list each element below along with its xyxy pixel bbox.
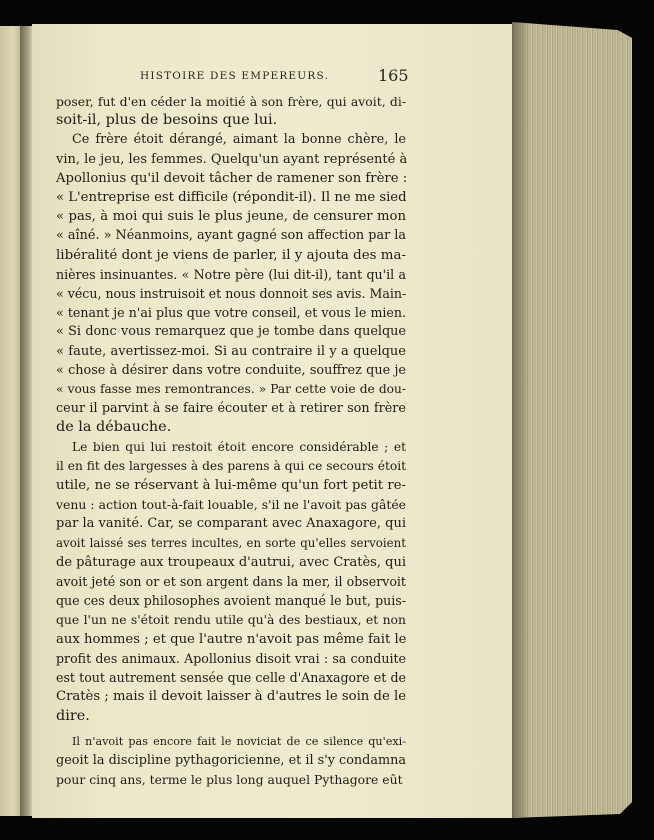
- text-line: profit des animaux. Apollonius disoit vrai : sa conduite: [56, 650, 406, 666]
- text-line: par la vanité. Car, se comparant avec Anaxagore, qui: [56, 516, 406, 532]
- text-line: Le bien qui lui restoit étoit encore considérable ; et: [72, 439, 406, 454]
- text-line: « tenant je n'ai plus que votre conseil, et vous le mien.: [56, 305, 406, 321]
- text-line: geoit la discipline pythagoricienne, et il s'y condamna: [56, 752, 406, 768]
- text-line: utile, ne se réservant à lui-même qu'un fort petit re-: [56, 478, 406, 494]
- paragraph: [56, 732, 406, 790]
- text-line: avoit laissé ses terres incultes, en sorte qu'elles servoient: [56, 535, 406, 550]
- text-line: « L'entreprise est difficile (répondit-il). Il ne me sied: [56, 190, 407, 206]
- text-line: « aîné. » Néanmoins, ayant gagné son affection par la: [56, 228, 406, 244]
- text-line: libéralité dont je viens de parler, il y ajouta des ma-: [56, 247, 406, 263]
- page-number: 165: [378, 66, 409, 85]
- text-line: avoit jeté son or et son argent dans la mer, il observoit: [56, 574, 406, 590]
- page-edge-shadow: [512, 22, 530, 818]
- page-block-edges: [512, 22, 632, 818]
- text-line: soit-il, plus de besoins que lui.: [56, 112, 278, 129]
- text-line: Cratès ; mais il devoit laisser à d'autres le soin de le: [56, 689, 406, 705]
- text-line: il en fit des largesses à des parens à qui ce secours étoit: [56, 458, 406, 473]
- text-line: Ce frère étoit dérangé, aimant la bonne chère, le: [72, 132, 406, 148]
- text-line: pour cinq ans, terme le plus long auquel Pythagore eût: [56, 772, 403, 788]
- text-line: ceur il parvint à se faire écouter et à retirer son frère: [56, 401, 406, 417]
- paragraph: [56, 92, 406, 130]
- text-line: Il n'avoit pas encore fait le noviciat de ce silence qu'exi-: [72, 734, 406, 748]
- text-line: de la débauche.: [56, 419, 172, 436]
- text-line: nières insinuantes. « Notre père (lui dit-il), tant qu'il a: [56, 266, 406, 282]
- running-title: HISTOIRE DES EMPEREURS.: [140, 70, 330, 82]
- paragraph: [56, 438, 406, 726]
- text-line: que l'un ne s'étoit rendu utile qu'à des bestiaux, et non: [56, 612, 406, 628]
- text-line: aux hommes ; et que l'autre n'avoit pas même fait le: [56, 631, 407, 647]
- text-line: vin, le jeu, les femmes. Quelqu'un ayant représenté à: [56, 151, 408, 167]
- text-line: dire.: [56, 707, 90, 724]
- body-text: [56, 92, 406, 789]
- text-line: de pâturage aux troupeaux d'autrui, avec Cratès, qui: [56, 554, 406, 570]
- text-line: « chose à désirer dans votre conduite, souffrez que je: [56, 362, 406, 378]
- text-line: « Si donc vous remarquez que je tombe dans quelque: [56, 324, 406, 340]
- text-line: venu : action tout-à-fait louable, s'il ne l'avoit pas gâtée: [56, 497, 406, 513]
- text-line: poser, fut d'en céder la moitié à son frère, qui avoit, di-: [56, 94, 406, 109]
- text-line: que ces deux philosophes avoient manqué le but, puis-: [56, 593, 406, 609]
- text-line: est tout autrement sensée que celle d'Anaxagore et de: [56, 670, 406, 686]
- text-line: « pas, à moi qui suis le plus jeune, de censurer mon: [56, 209, 406, 225]
- text-line: « vécu, nous instruisoit et nous donnoit ses avis. Main-: [56, 286, 407, 302]
- text-line: « faute, avertissez-moi. Si au contraire il y a quelque: [56, 343, 406, 359]
- paragraph: [56, 130, 406, 437]
- text-line: Apollonius qu'il devoit tâcher de ramener son frère :: [56, 170, 408, 186]
- facing-page-edge: [0, 26, 22, 816]
- text-line: « vous fasse mes remontrances. » Par cette voie de dou-: [56, 382, 406, 397]
